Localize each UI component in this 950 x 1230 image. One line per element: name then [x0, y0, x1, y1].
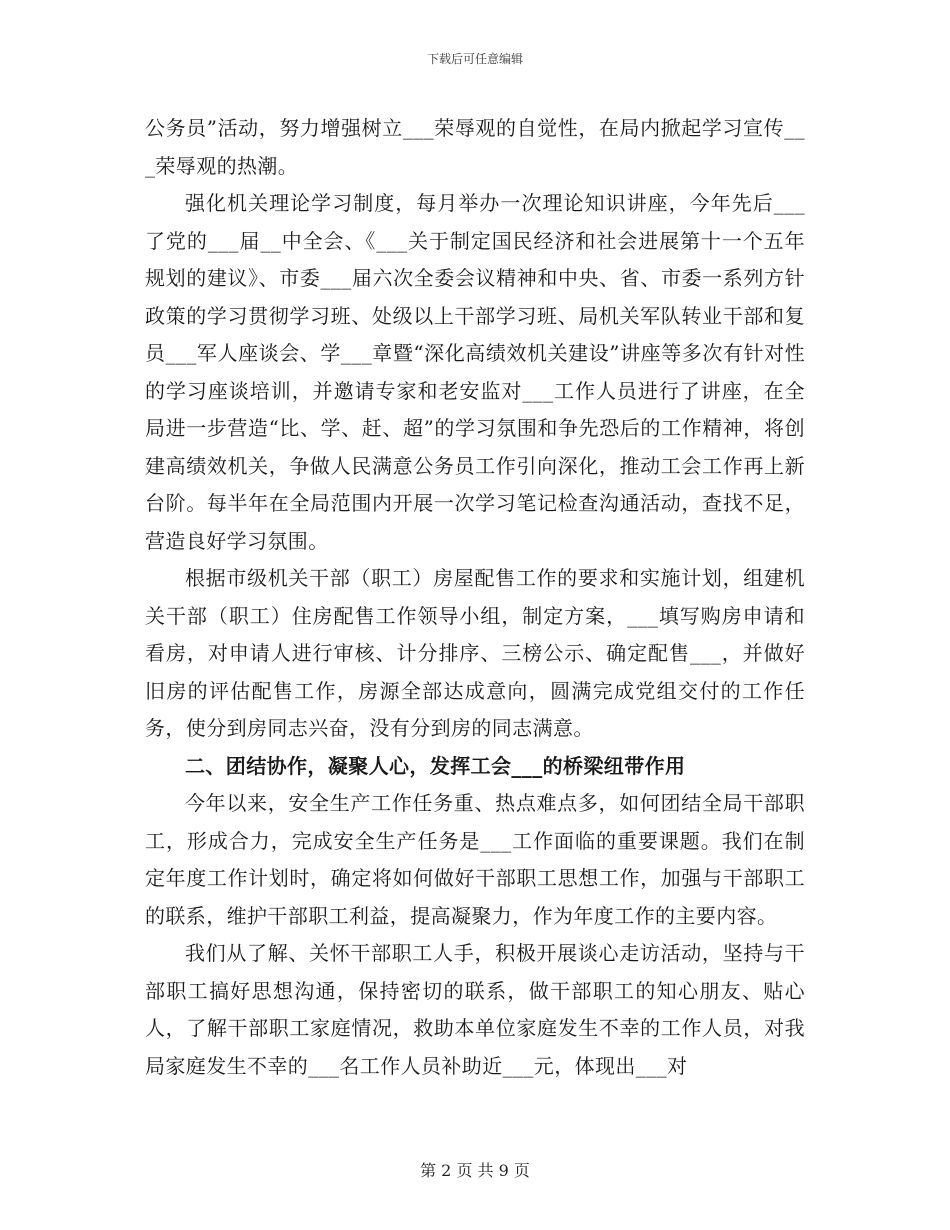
paragraph-theory-study: 强化机关理论学习制度，每月举办一次理论知识讲座，今年先后___了党的___届__中全会、《___关于制定国民经济和社会进展第十一个五年规划的建议》、市委___届六次全委会议精神和中央、省、市委一系列方针政策的学习贯彻学习班、处级以上干部学习班、局机关军队转业干部和复员___军人座谈会、学___章暨“深化高绩效机关建设”讲座等多次有针对性的学习座谈培训，并邀请专家和老安监对___工作人员进行了讲座，在全局进一步营造“比、学、赶、超”的学习氛围和争先恐后的工作精神，将创建高绩效机关，争做人民满意公务员工作引向深化，推动工会工作再上新台阶。每半年在全局范围内开展一次学习笔记检查沟通活动，查找不足，营造良好学习氛围。: [145, 191, 805, 553]
paragraph-continuation: 公务员”活动，努力增强树立___荣辱观的自觉性，在局内掀起学习宣传___荣辱观的热潮。: [145, 116, 805, 178]
section-heading: 二、团结协作，凝聚人心，发挥工会___的桥梁纽带作用: [185, 753, 686, 778]
paragraph-housing: 根据市级机关干部（职工）房屋配售工作的要求和实施计划，组建机关干部（职工）住房配售工作领导小组，制定方案，___填写购房申请和看房，对申请人进行审核、计分排序、三榜公示、确定配售___，并做好旧房的评估配售工作，房源全部达成意向，圆满完成党组交付的工作任务，使分到房同志兴奋，没有分到房的同志满意。: [145, 566, 805, 740]
paragraph-care-staff: 我们从了解、关怀干部职工人手，积极开展谈心走访活动，坚持与干部职工搞好思想沟通，保持密切的联系，做干部职工的知心朋友、贴心人，了解干部职工家庭情况，救助本单位家庭发生不幸的工作人员，对我局家庭发生不幸的___名工作人员补助近___元，体现出___对: [145, 941, 805, 1078]
paragraph-safety-work: 今年以来，安全生产工作任务重、热点难点多，如何团结全局干部职工，形成合力，完成安全生产任务是___工作面临的重要课题。我们在制定年度工作计划时，确定将如何做好干部职工思想工作，加强与干部职工的联系，维护干部职工利益，提高凝聚力，作为年度工作的主要内容。: [145, 791, 805, 928]
page-number: 第 2 页 共 9 页: [420, 1161, 530, 1180]
document-body: [145, 110, 805, 1085]
page-header: 下载后可任意编辑: [426, 52, 523, 66]
